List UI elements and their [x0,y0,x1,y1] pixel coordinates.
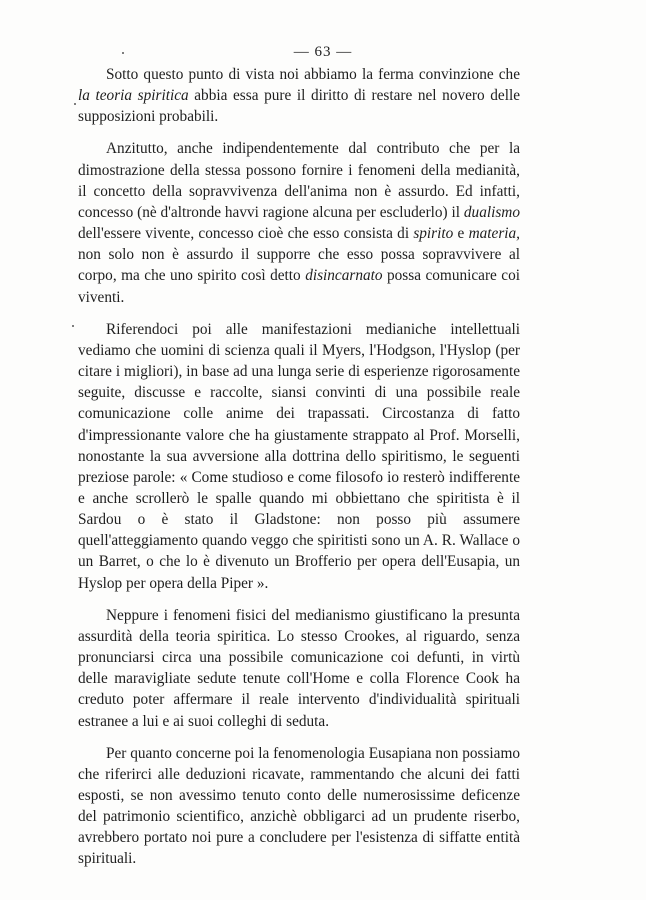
scan-speck [72,325,74,327]
paragraph-1-emphasis-1: la teoria spiritica [78,87,189,105]
paragraph-2-text-4: non solo non è assurdo il supporre che esso possa sopravvivere al corpo, ma che uno spirito così detto [78,246,520,285]
paragraph-1 [78,64,520,127]
paragraph-4: Neppure i fenomeni fisici del medianismo giustificano la presunta assurdità della teoria spiritica. Lo stesso Crookes, al riguardo, senza pronunciarsi circa una possibile comunicazione coi defunti, in virtù delle maravigliate sedute tenute coll'Home e colla Florence Cook ha creduto poter affermare il reale intervento d'individualità spirituali estranee a lui e ai suoi colleghi di seduta. [78,606,520,730]
paragraph-2-emphasis-2: spirito [413,225,454,243]
scan-speck [122,52,124,54]
paragraph-2-text-1: Anzitutto, anche indipendentemente dal contributo che per la dimostrazione della stessa possono fornire i fenomeni della medianità, il concetto della sopravvivenza dell'anima non è assurdo. Ed infatti, concesso (nè d'altronde havvi ragione alcuna per escluderlo) il [78,140,520,221]
scan-speck [74,103,76,105]
paragraph-2-text-2: dell'essere vivente, concesso cioè che esso consista di [78,225,414,243]
paragraph-1-text-1: Sotto questo punto di vista noi abbiamo la ferma convinzione che [106,66,520,83]
paragraph-2-emphasis-3: materia, [468,225,520,243]
page-number: — 63 — [293,44,353,60]
paragraph-2 [78,138,520,307]
paragraph-2-text-5: possa comunicare coi viventi. [78,267,520,306]
paragraph-5: Per quanto concerne poi la fenomenologia Eusapiana non possiamo che riferirci alle deduzioni ricavate, rammentando che alcuni dei fatti esposti, se non avessimo tenuto conto delle numerosissime deficenze del patrimonio scientifico, anzichè obbligarci ad un prudente riserbo, avrebbero portato noi pure a concludere per l'esistenza di siffatte entità spirituali. [78,744,520,868]
paragraph-2-emphasis-1: dualismo [463,203,520,221]
paragraph-2-emphasis-4: disincarnato [305,267,383,285]
paragraph-2-text-3: e [453,225,469,243]
paragraph-3: Riferendoci poi alle manifestazioni medianiche intellettuali vediamo che uomini di scienza quali il Myers, l'Hodgson, l'Hyslop (per citare i migliori), in base ad una lunga serie di esperienze rigorosamente seguite, discusse e raccolte, siansi convinti di una possibile reale comunicazione colle anime dei trapassati. Circostanza di fatto d'impressionante valore che ha giustamente strappato al Prof. Morselli, nonostante la sua avversione alla dottrina dello spiritismo, le seguenti preziose parole: « Come studioso e come filosofo io resterò indifferente e anche scrollerò le spalle quando mi obbiettano che spiritista è il Sardou o è stato il Gladstone: non posso più assumere quell'atteggiamento quando veggo che spiritisti sono un A. R. Wallace o un Barret, o che lo è divenuto un Brofferio per opera dell'Eusapia, un Hyslop per opera della Piper ». [78,320,520,592]
body-text [78,64,520,881]
paragraph-1-text-2: abbia essa pure il diritto di restare nel novero delle supposizioni probabili. [78,87,520,126]
